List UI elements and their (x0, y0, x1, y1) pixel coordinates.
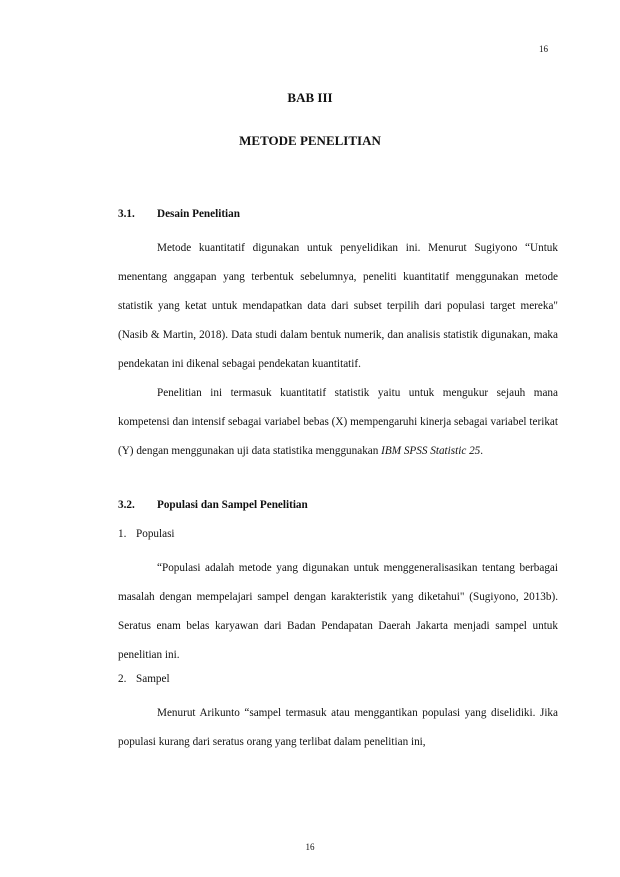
list-title: Populasi (136, 528, 175, 540)
section-heading-3-1 (118, 205, 558, 234)
section-gap (118, 466, 558, 496)
list-number: 2. (118, 673, 127, 685)
section-title: Desain Penelitian (157, 208, 240, 220)
chapter-heading: BAB III (287, 90, 333, 105)
software-name: IBM SPSS Statistic 25 (381, 445, 481, 457)
page-number-bottom: 16 (305, 842, 315, 852)
paragraph-text: Penelitian ini termasuk kuantitatif statistik yaitu untuk mengukur sejauh mana kompetensi dan intensif sebagai variabel bebas (X) mempengaruhi kinerja sebagai variabel terikat (Y) dengan menggunakan uji data statistika menggunakan (118, 387, 558, 457)
section-number: 3.2. (118, 499, 135, 511)
paragraph-populasi: “Populasi adalah metode yang digunakan untuk menggeneralisasikan tentang berbagai masalah dengan mempelajari sampel dengan karakteristik yang diketahui" (Sugiyono, 2013b). Seratus enam belas karyawan dari Badan Pendapatan Daerah Jakarta menjadi sampel untuk penelitian ini. (118, 562, 558, 661)
paragraph-end: . (480, 445, 484, 457)
paragraph-design-2 (118, 379, 558, 466)
chapter-title: METODE PENELITIAN (239, 133, 381, 148)
list-item-sampel (118, 670, 558, 699)
page-number-top: 16 (539, 44, 548, 54)
list-title: Sampel (136, 673, 170, 685)
list-number: 1. (118, 528, 127, 540)
list-item-populasi (118, 525, 558, 554)
paragraph-design-1: Metode kuantitatif digunakan untuk penyelidikan ini. Menurut Sugiyono “Untuk menentang anggapan yang terbentuk sebelumnya, peneliti kuantitatif menggunakan metode statistik yang ketat untuk mendapatkan data dari subset terpilih dari populasi target mereka" (Nasib & Martin, 2018). Data studi dalam bentuk numerik, dan analisis statistik digunakan, maka pendekatan ini dikenal sebagai pendekatan kuantitatif. (118, 242, 558, 370)
paragraph-sampel: Menurut Arikunto “sampel termasuk atau menggantikan populasi yang diselidiki. Jika populasi kurang dari seratus orang yang terlibat dalam penelitian ini, (118, 707, 558, 748)
section-heading-3-2 (118, 496, 558, 525)
section-number: 3.1. (118, 208, 135, 220)
section-title: Populasi dan Sampel Penelitian (157, 499, 308, 511)
page-body (118, 205, 558, 757)
